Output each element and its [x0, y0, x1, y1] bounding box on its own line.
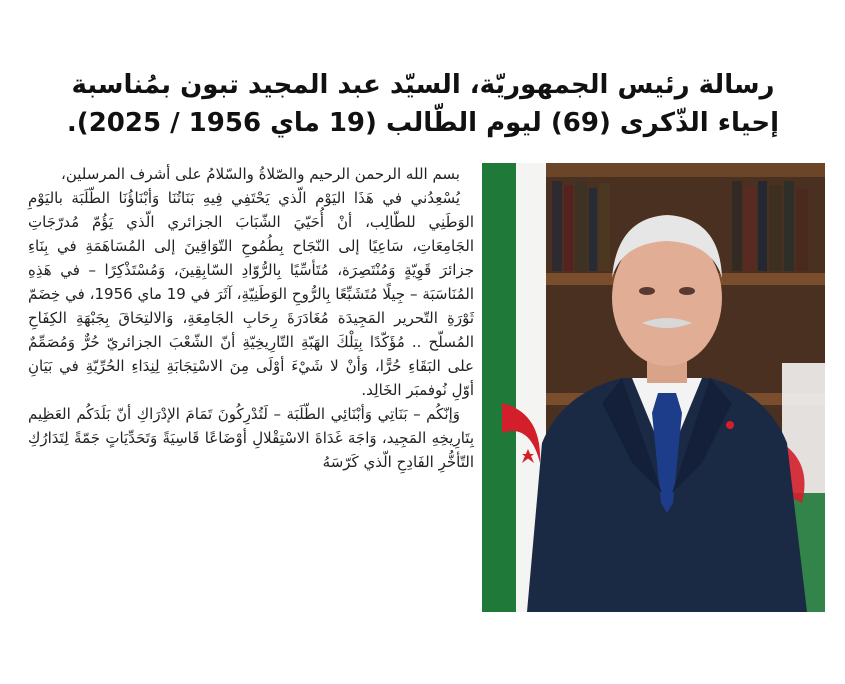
paragraph-main: يُسْعِدُني في هَذَا اليَوْم الّذي يَحْتَفِي فِيهِ بَنَاتُنَا وَأبْنَاؤُنَا الطّلَبَة باليَوْمِ الوَطَنِي للطّالِب، أنْ أُحَيّيَ الشّبَابَ الجزائري الّذي يَؤُمّ مُدرّجَاتِ الجَامِعَاتِ، سَاعِيًا إلى النّجَاح بِطُمُوحِ التّوَاقِينَ إلى المُسَاهَمَةِ في بِنَاءِ جزائرَ قَوِيّةٍ وَمُنْتَصِرَة، مُتَأسِّيًا بِالرُّوّادِ السّابِقِينَ، وَمُسْتَذْكِرًا – في هَذِهِ المُنَاسَبَة – جِيلًا مُتَشَبِّعًا بِالرُّوحِ الوَطَنِيّةِ، آثَرَ في 19 ماي 1956، في خِضَمّ ثَوْرَةِ التّحرير المَجِيدَة مُغَادَرَةَ رِحَابِ الجَامِعَةِ، وَالالتِحَاقَ بِجَبْهَةِ الكِفَاحِ المُسلّح .. مُؤَكّدًا بِتِلْكَ الهَبّةِ التّارِيخِيّةِ أنّ الشّعْبَ الجزائريّ حُرٌّ وَمُصَمِّمٌ على البَقَاءِ حُرًّا، وَأنْ لا شَيْءَ أوْلَى مِنَ الاسْتِجَابَةِ لِنِدَاءِ الحُرِّيّةِ في بَيَانِ أوّلِ نُوفمبَر الخَالِد. — [28, 189, 474, 399]
paragraph-opening: بسم الله الرحمن الرحيم والصّلاةُ والسّلامُ على أشرف المرسلين، — [61, 165, 460, 183]
paragraph-continuation: وَإنّكُم – بَنَاتِي وَأبْنَائِي الطّلَبَة – لَتُدْرِكُونَ تَمَامَ الإدْرَاكِ أنّ بَلَدَكُم العَظِيم بِتَارِيخِهِ المَجِيد، وَاجَهَ غَدَاةَ الاسْتِقْلالِ أوْضَاعًا قَاسِيَةً وَتَحَدِّيَاتٍ جَمّةً لِتَدَارُكِ التّأخُّرِ الفَادِحِ الّذي كَرّسَهُ — [28, 405, 474, 471]
page-title: رسالة رئيس الجمهوريّة، السيّد عبد المجيد تبون بمُناسبة إحياء الذّكرى (69) ليوم الطّالب (19 ماي 1956 / 2025). — [66, 70, 780, 138]
president-portrait-photo — [482, 163, 825, 612]
message-body — [28, 162, 474, 474]
